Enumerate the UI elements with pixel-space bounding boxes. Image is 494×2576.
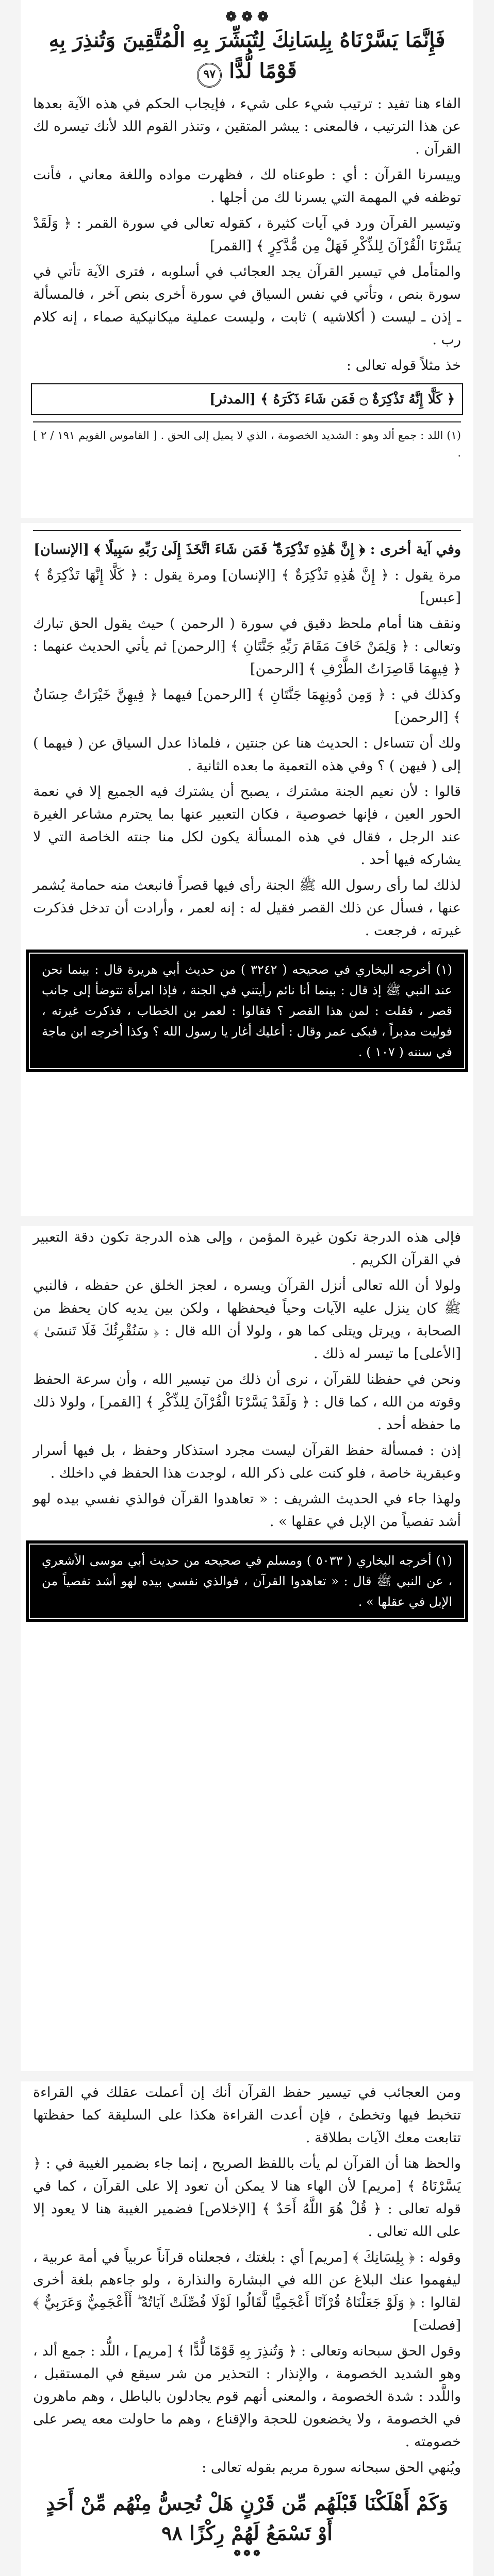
page-1 xyxy=(21,0,473,518)
divider xyxy=(33,530,461,531)
page-4 xyxy=(21,2081,473,2576)
framed-verse: ﴿ كَلَّا إِنَّهُ تَذْكِرَةٌ ۝ فَمَن شَاءَ ذَكَرَهُ ﴾ [المدثر] xyxy=(31,383,463,415)
ornament-icon: ❁ ❁ ❁ xyxy=(225,9,269,25)
paragraph: إذن : فمسألة حفظ القرآن ليست مجرد استذكار وحفظ ، بل فيها أسرار وعبقرية خاصة ، فلو كنت على ذكر الله ، لوجدت هذا الحفظ في داخلك . xyxy=(33,1443,461,1481)
ornament-icon: ❁ ❁ ❁ xyxy=(234,2548,260,2558)
paragraph: وكذلك في : ﴿ وَمِن دُونِهِمَا جَنَّتَانِ ﴾ [الرحمن] فيهما ﴿ فِيهِنَّ خَيْرَاتٌ حِسَانٌ ﴾ [الرحمن] xyxy=(33,687,461,725)
paragraph: ونقف هنا أمام ملحظ دقيق في سورة ( الرحمن ) حيث يقول الحق تبارك وتعالى : ﴿ وَلِمَنْ خَافَ مَقَامَ رَبِّهِ جَنَّتَانِ ﴾ [الرحمن] ثم يأتي الحديث عنهما : ﴿ فِيهِمَا قَاصِرَاتُ الطَّرْفِ ﴾ [الرحمن] xyxy=(33,616,461,677)
paragraph: ويُنهي الحق سبحانه سورة مريم بقوله تعالى : xyxy=(202,2460,461,2476)
surah-verse-header xyxy=(21,9,473,88)
paragraph: وقول الحق سبحانه وتعالى : ﴿ وَتُنذِرَ بِهِ قَوْمًا لُّدًّا ﴾ [مريم] ، اللُّد : جمع ألد ، وهو الشديد الخصومة ، والإنذار : التحذير من شر سيقع في المستقبل ، واللَّدد : شدة الخصومة ، والمعنى أنهم قوم يجادلون بالباطل ، وهم ماهرون في الخصومة ، ولا يخضعون للحجة والإقناع ، وهم ما حاولت معه يصر على خصومته . xyxy=(33,2343,461,2450)
paragraph: قالوا : لأن نعيم الجنة مشترك ، يصبح أن يشترك فيه الجميع إلا في نعمة الحور العين ، فإنها خصوصية ، فكان التعبير عنها بما يحترم مشاعر الغيرة عند الرجل ، فقال في هذه المسألة يكون لكل منا جنته الخاصة التي لا يشاركه فيها أحد . xyxy=(33,784,461,868)
paragraph: لذلك لما رأى رسول الله ﷺ الجنة رأى فيها قصراً فانبعث منه حمامة يُشمر عنها ، فسأل عن ذلك القصر فقيل له : إنه لعمر ، وأرادت أن تدخل فذكرت غيرته ، فرجعت . xyxy=(33,877,461,939)
paragraph: والحظ هنا أن القرآن لم يأت باللفظ الصريح ، إنما جاء بضمير الغيبة في : ﴿ يَسَّرْنَاهُ ﴾ [مريم] لأن الهاء هنا لا يمكن أن تعود إلا على القرآن ، كما في قوله تعالى : ﴿ قُلْ هُوَ اللَّهُ أَحَدٌ ﴾ [الإخلاص] فضمير الغيبة هنا لا يعود إلا على الله تعالى . xyxy=(33,2156,461,2240)
paragraph: وقوله : ﴿ بِلِسَانِكَ ﴾ [مريم] أي : بلغتك ، فجعلناه قرآناً عربياً في أمة عربية ، ليفهموا عنك البلاغ عن الله في البشارة والنذارة ، ولو جاءهم بلغة أخرى لقالوا : ﴿ وَلَوْ جَعَلْنَاهُ قُرْآنًا أَعْجَمِيًّا لَّقَالُوا لَوْلَا فُصِّلَتْ آيَاتُهُ ۖ أَأَعْجَمِيٌّ وَعَرَبِيٌّ ﴾ [فصلت] xyxy=(33,2249,461,2333)
verse-number-badge: ٩٨ xyxy=(161,2521,183,2545)
verse-number-badge: ٩٧ xyxy=(197,63,222,88)
closing-verse xyxy=(21,2488,473,2558)
paragraph: وتيسير القرآن ورد في آيات كثيرة ، كقوله تعالى في سورة القمر : ﴿ وَلَقَدْ يَسَّرْنَا الْقُرْآنَ لِلذِّكْرِ فَهَلْ مِن مُّدَّكِرٍ ﴾ [القمر] xyxy=(33,215,461,254)
paragraph: وفي آية أخرى : ﴿ إِنَّ هَٰذِهِ تَذْكِرَةٌ ۖ فَمَن شَاءَ اتَّخَذَ إِلَىٰ رَبِّهِ سَبِيلًا ﴾ [الإنسان] xyxy=(34,541,461,557)
closing-verse-text: وَكَمْ أَهْلَكْنَا قَبْلَهُم مِّن قَرْنٍ هَلْ تُحِسُّ مِنْهُم مِّنْ أَحَدٍ أَوْ تَسْمَعُ لَهُمْ رِكْزًا xyxy=(46,2492,448,2545)
paragraph: خذ مثلاً قوله تعالى : xyxy=(346,358,461,374)
paragraph: ونحن في حفظنا للقرآن ، نرى أن ذلك من تيسير الله ، وأن سرعة الحفظ وقوته من الله ، كما قال : ﴿ وَلَقَدْ يَسَّرْنَا الْقُرْآنَ لِلذِّكْرِ ﴾ [القمر] ، ولولا ذلك ما حفظه أحد . xyxy=(33,1371,461,1433)
footnote: (١) اللد : جمع ألد وهو : الشديد الخصومة ، الذي لا يميل إلى الحق . [ القاموس القويم ١٩١ / ٢ ] . xyxy=(33,421,461,462)
paragraph: ولهذا جاء في الحديث الشريف : « تعاهدوا القرآن فوالذي نفسي بيده لهو أشد تفصياً من الإبل في عقلها » . xyxy=(33,1491,461,1530)
paragraph: وييسرنا القرآن : أي : طوعناه لك ، فظهرت مواده واللغة معاني ، فأنت توظفه في المهمة التي يسرنا لك من أجلها . xyxy=(33,167,461,206)
header-verse: فَإِنَّمَا يَسَّرْنَاهُ بِلِسَانِكَ لِتُبَشِّرَ بِهِ الْمُتَّقِينَ وَتُنذِرَ بِهِ قَوْمًا لُّدًّا ٩٧ xyxy=(21,25,473,88)
paragraph: الفاء هنا تفيد : ترتيب شيء على شيء ، فإيجاب الحكم في هذه الآية بعدها عن هذا الترتيب ، فالمعنى : يبشر المتقين ، وتنذر القوم اللد لأنك تيسره لك القرآن . xyxy=(33,96,461,157)
footnote-box: (١) أخرجه البخاري في صحيحه ( ٣٢٤٢ ) من حديث أبي هريرة قال : بينما نحن عند النبي ﷺ إذ قال : بينما أنا نائم رأيتني في الجنة ، فإذا امرأة تتوضأ إلى جانب قصر ، فقلت : لمن هذا القصر ؟ فقالوا : لعمر بن الخطاب ، فذكرت غيرته ، فوليت مدبراً ، فبكى عمر وقال : أعليك أغار يا رسول الله ؟ وكذا أخرجه ابن ماجة في سننه ( ١٠٧ ) . xyxy=(26,950,468,1072)
paragraph: مرة يقول : ﴿ إِنَّ هَٰذِهِ تَذْكِرَةٌ ﴾ [الإنسان] ومرة يقول : ﴿ كَلَّا إِنَّهَا تَذْكِرَةٌ ﴾ [عبس] xyxy=(33,567,461,606)
paragraph: والمتأمل في تيسير القرآن يجد العجائب في أسلوبه ، فترى الآية تأتي في سورة بنص ، وتأتي في نفس السياق في سورة أخرى بنص آخر ، فالمسألة ـ إذن ـ ليست ( أكلاشيه ) ثابت ، وليست عملية ميكانيكية صماء ، إنه كلام رب . xyxy=(33,264,461,348)
paragraph: ومن العجائب في تيسير حفظ القرآن أنك إن أعملت عقلك في القراءة تتخبط فيها وتخطئ ، فإن أعدت القراءة هكذا على السليقة كما حفظتها تتابعت معك الآيات بطلاقة . xyxy=(33,2084,461,2146)
footnote-box: (١) أخرجه البخاري ( ٥٠٣٣ ) ومسلم في صحيحه من حديث أبي موسى الأشعري ، عن النبي ﷺ قال : « تعاهدوا القرآن ، فوالذي نفسي بيده لهو أشد تفصياً من الإبل في عقلها » . xyxy=(26,1540,468,1622)
page-2 xyxy=(21,523,473,1216)
paragraph: فإلى هذه الدرجة تكون غيرة المؤمن ، وإلى هذه الدرجة تكون دقة التعبير في القرآن الكريم . xyxy=(33,1229,461,1268)
paragraph: ولك أن تتساءل : الحديث هنا عن جنتين ، فلماذا عدل السياق عن ( فيهما ) إلى ( فيهن ) ؟ وفي هذه التعمية ما بعده الثانية . xyxy=(33,735,461,774)
paragraph: ولولا أن الله تعالى أنزل القرآن ويسره ، لعجز الخلق عن حفظه ، فالنبي ﷺ كان ينزل عليه الآيات وحياً فيحفظها ، ولكن بين يديه كان يحفظ من الصحابة ، ويرتل ويتلى كما هو ، ولولا أن الله قال : ﴿ سَنُقْرِئُكَ فَلَا تَنسَىٰ ﴾ [الأعلى] ما تيسر له ذلك . xyxy=(33,1278,461,1362)
page-3 xyxy=(21,1226,473,2071)
